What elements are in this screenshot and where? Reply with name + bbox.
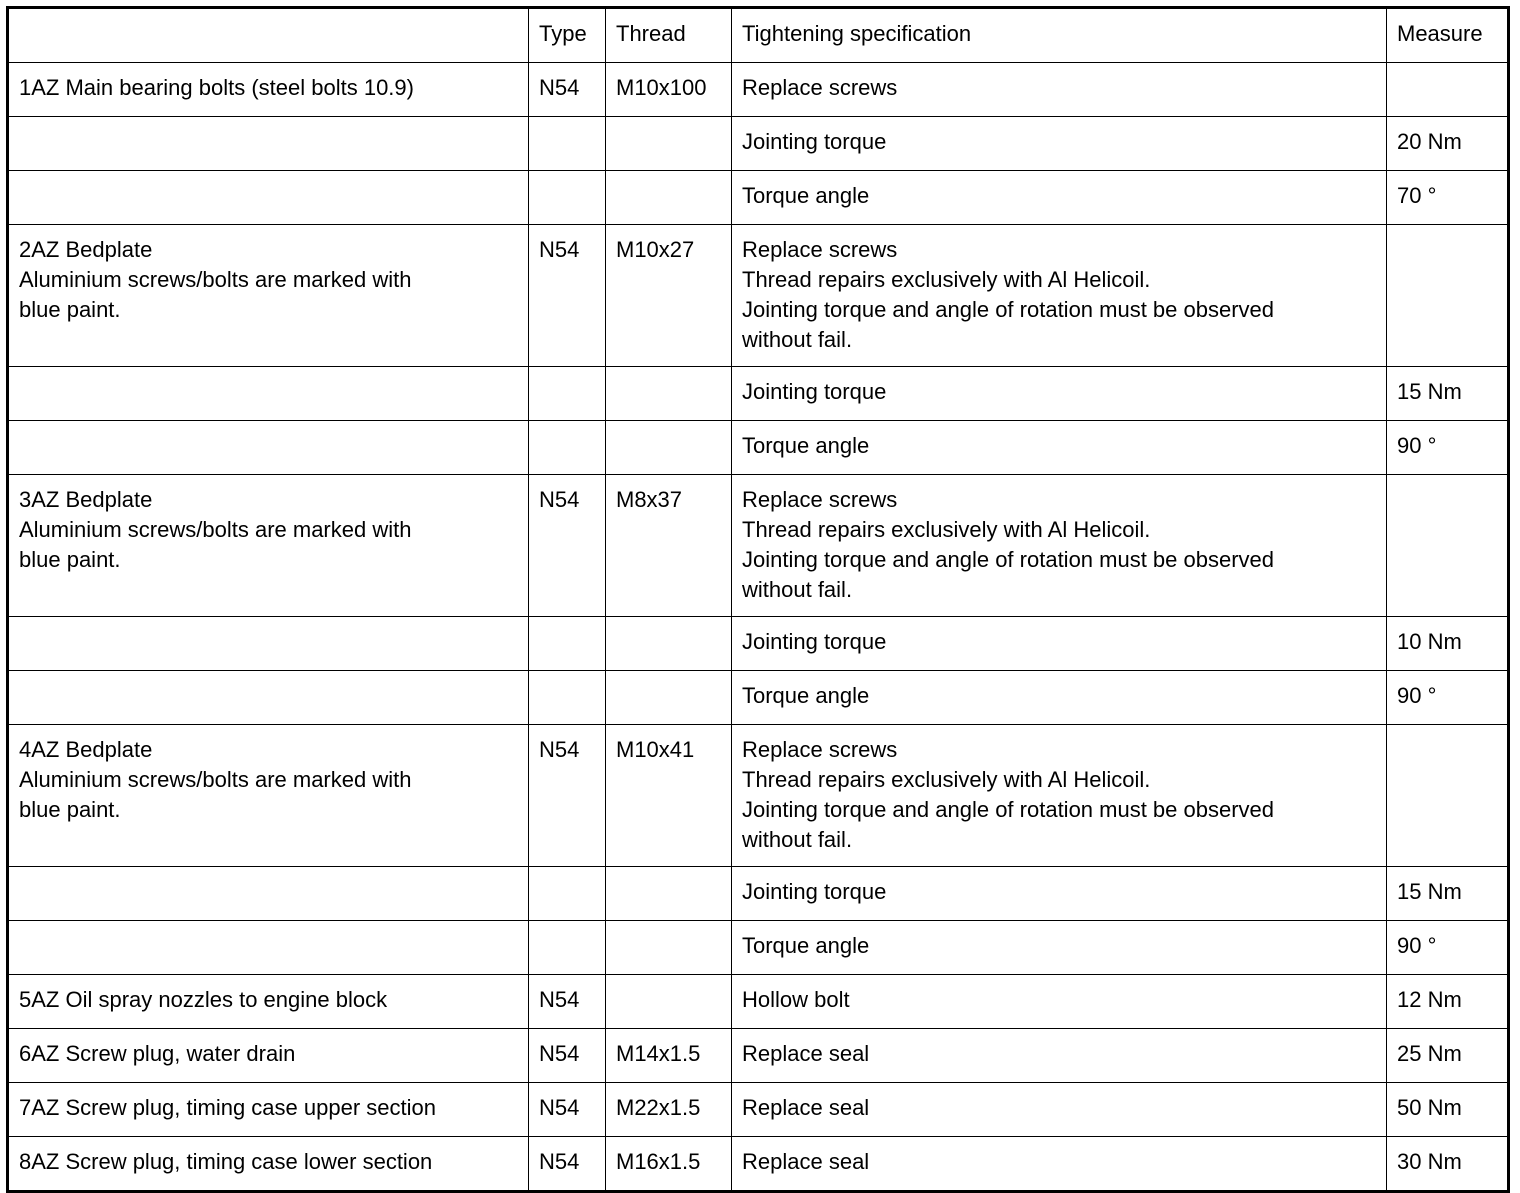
cell-item bbox=[8, 367, 529, 421]
cell-type: N54 bbox=[529, 1029, 606, 1083]
header-type: Type bbox=[529, 8, 606, 63]
cell-measure bbox=[1387, 225, 1509, 367]
table-row bbox=[8, 1137, 1509, 1192]
cell-thread: M22x1.5 bbox=[606, 1083, 732, 1137]
cell-measure: 15 Nm bbox=[1387, 867, 1509, 921]
table-row bbox=[8, 63, 1509, 117]
cell-spec: Jointing torque bbox=[732, 117, 1387, 171]
table-row bbox=[8, 475, 1509, 617]
cell-measure: 50 Nm bbox=[1387, 1083, 1509, 1137]
cell-thread: M16x1.5 bbox=[606, 1137, 732, 1192]
cell-type bbox=[529, 921, 606, 975]
header-thread: Thread bbox=[606, 8, 732, 63]
cell-thread: M14x1.5 bbox=[606, 1029, 732, 1083]
cell-spec: Replace screws Thread repairs exclusively with Al Helicoil. Jointing torque and angle of rotation must be observed without fail. bbox=[732, 725, 1387, 867]
cell-measure: 30 Nm bbox=[1387, 1137, 1509, 1192]
table-row bbox=[8, 225, 1509, 367]
cell-item bbox=[8, 117, 529, 171]
header-tightening-specification: Tightening specification bbox=[732, 8, 1387, 63]
header-measure: Measure bbox=[1387, 8, 1509, 63]
cell-item: 5AZ Oil spray nozzles to engine block bbox=[8, 975, 529, 1029]
cell-type: N54 bbox=[529, 975, 606, 1029]
cell-type bbox=[529, 617, 606, 671]
cell-item: 1AZ Main bearing bolts (steel bolts 10.9) bbox=[8, 63, 529, 117]
cell-spec: Hollow bolt bbox=[732, 975, 1387, 1029]
cell-thread bbox=[606, 171, 732, 225]
cell-item: 8AZ Screw plug, timing case lower section bbox=[8, 1137, 529, 1192]
table-row bbox=[8, 617, 1509, 671]
cell-thread bbox=[606, 975, 732, 1029]
cell-item bbox=[8, 421, 529, 475]
cell-item: 6AZ Screw plug, water drain bbox=[8, 1029, 529, 1083]
cell-measure: 90 ° bbox=[1387, 421, 1509, 475]
cell-thread: M8x37 bbox=[606, 475, 732, 617]
cell-type bbox=[529, 117, 606, 171]
cell-spec: Jointing torque bbox=[732, 617, 1387, 671]
cell-spec: Jointing torque bbox=[732, 867, 1387, 921]
cell-item bbox=[8, 171, 529, 225]
cell-spec: Jointing torque bbox=[732, 367, 1387, 421]
table-row bbox=[8, 975, 1509, 1029]
cell-spec: Replace screws Thread repairs exclusively with Al Helicoil. Jointing torque and angle of rotation must be observed without fail. bbox=[732, 225, 1387, 367]
cell-spec: Replace screws Thread repairs exclusively with Al Helicoil. Jointing torque and angle of rotation must be observed without fail. bbox=[732, 475, 1387, 617]
table-header-row bbox=[8, 8, 1509, 63]
cell-item: 3AZ Bedplate Aluminium screws/bolts are marked with blue paint. bbox=[8, 475, 529, 617]
cell-measure: 10 Nm bbox=[1387, 617, 1509, 671]
table-row bbox=[8, 1029, 1509, 1083]
cell-thread bbox=[606, 117, 732, 171]
cell-spec: Replace screws bbox=[732, 63, 1387, 117]
table-row bbox=[8, 671, 1509, 725]
cell-measure: 70 ° bbox=[1387, 171, 1509, 225]
table-row bbox=[8, 921, 1509, 975]
cell-spec: Torque angle bbox=[732, 671, 1387, 725]
cell-item bbox=[8, 617, 529, 671]
cell-measure: 25 Nm bbox=[1387, 1029, 1509, 1083]
cell-thread bbox=[606, 421, 732, 475]
cell-thread bbox=[606, 671, 732, 725]
cell-spec: Replace seal bbox=[732, 1083, 1387, 1137]
cell-measure bbox=[1387, 475, 1509, 617]
cell-item bbox=[8, 921, 529, 975]
cell-type bbox=[529, 171, 606, 225]
cell-thread bbox=[606, 867, 732, 921]
cell-item: 7AZ Screw plug, timing case upper section bbox=[8, 1083, 529, 1137]
cell-measure bbox=[1387, 63, 1509, 117]
table-row bbox=[8, 1083, 1509, 1137]
cell-type: N54 bbox=[529, 1137, 606, 1192]
cell-item: 2AZ Bedplate Aluminium screws/bolts are marked with blue paint. bbox=[8, 225, 529, 367]
cell-type: N54 bbox=[529, 63, 606, 117]
cell-thread: M10x100 bbox=[606, 63, 732, 117]
cell-thread bbox=[606, 367, 732, 421]
table-row bbox=[8, 367, 1509, 421]
header-item bbox=[8, 8, 529, 63]
cell-measure: 90 ° bbox=[1387, 671, 1509, 725]
table-row bbox=[8, 725, 1509, 867]
cell-item: 4AZ Bedplate Aluminium screws/bolts are marked with blue paint. bbox=[8, 725, 529, 867]
cell-measure: 12 Nm bbox=[1387, 975, 1509, 1029]
cell-item bbox=[8, 867, 529, 921]
cell-thread: M10x41 bbox=[606, 725, 732, 867]
cell-thread bbox=[606, 617, 732, 671]
cell-thread: M10x27 bbox=[606, 225, 732, 367]
cell-item bbox=[8, 671, 529, 725]
cell-type: N54 bbox=[529, 475, 606, 617]
table-row bbox=[8, 117, 1509, 171]
cell-type: N54 bbox=[529, 725, 606, 867]
cell-measure: 15 Nm bbox=[1387, 367, 1509, 421]
cell-thread bbox=[606, 921, 732, 975]
cell-spec: Replace seal bbox=[732, 1137, 1387, 1192]
cell-measure: 20 Nm bbox=[1387, 117, 1509, 171]
cell-measure bbox=[1387, 725, 1509, 867]
cell-measure: 90 ° bbox=[1387, 921, 1509, 975]
table-row bbox=[8, 867, 1509, 921]
cell-type bbox=[529, 421, 606, 475]
table-row bbox=[8, 421, 1509, 475]
cell-spec: Torque angle bbox=[732, 421, 1387, 475]
cell-type: N54 bbox=[529, 225, 606, 367]
cell-spec: Replace seal bbox=[732, 1029, 1387, 1083]
tightening-torque-table bbox=[6, 6, 1510, 1193]
cell-spec: Torque angle bbox=[732, 921, 1387, 975]
table-row bbox=[8, 171, 1509, 225]
cell-type bbox=[529, 867, 606, 921]
cell-type bbox=[529, 671, 606, 725]
cell-type bbox=[529, 367, 606, 421]
cell-spec: Torque angle bbox=[732, 171, 1387, 225]
cell-type: N54 bbox=[529, 1083, 606, 1137]
